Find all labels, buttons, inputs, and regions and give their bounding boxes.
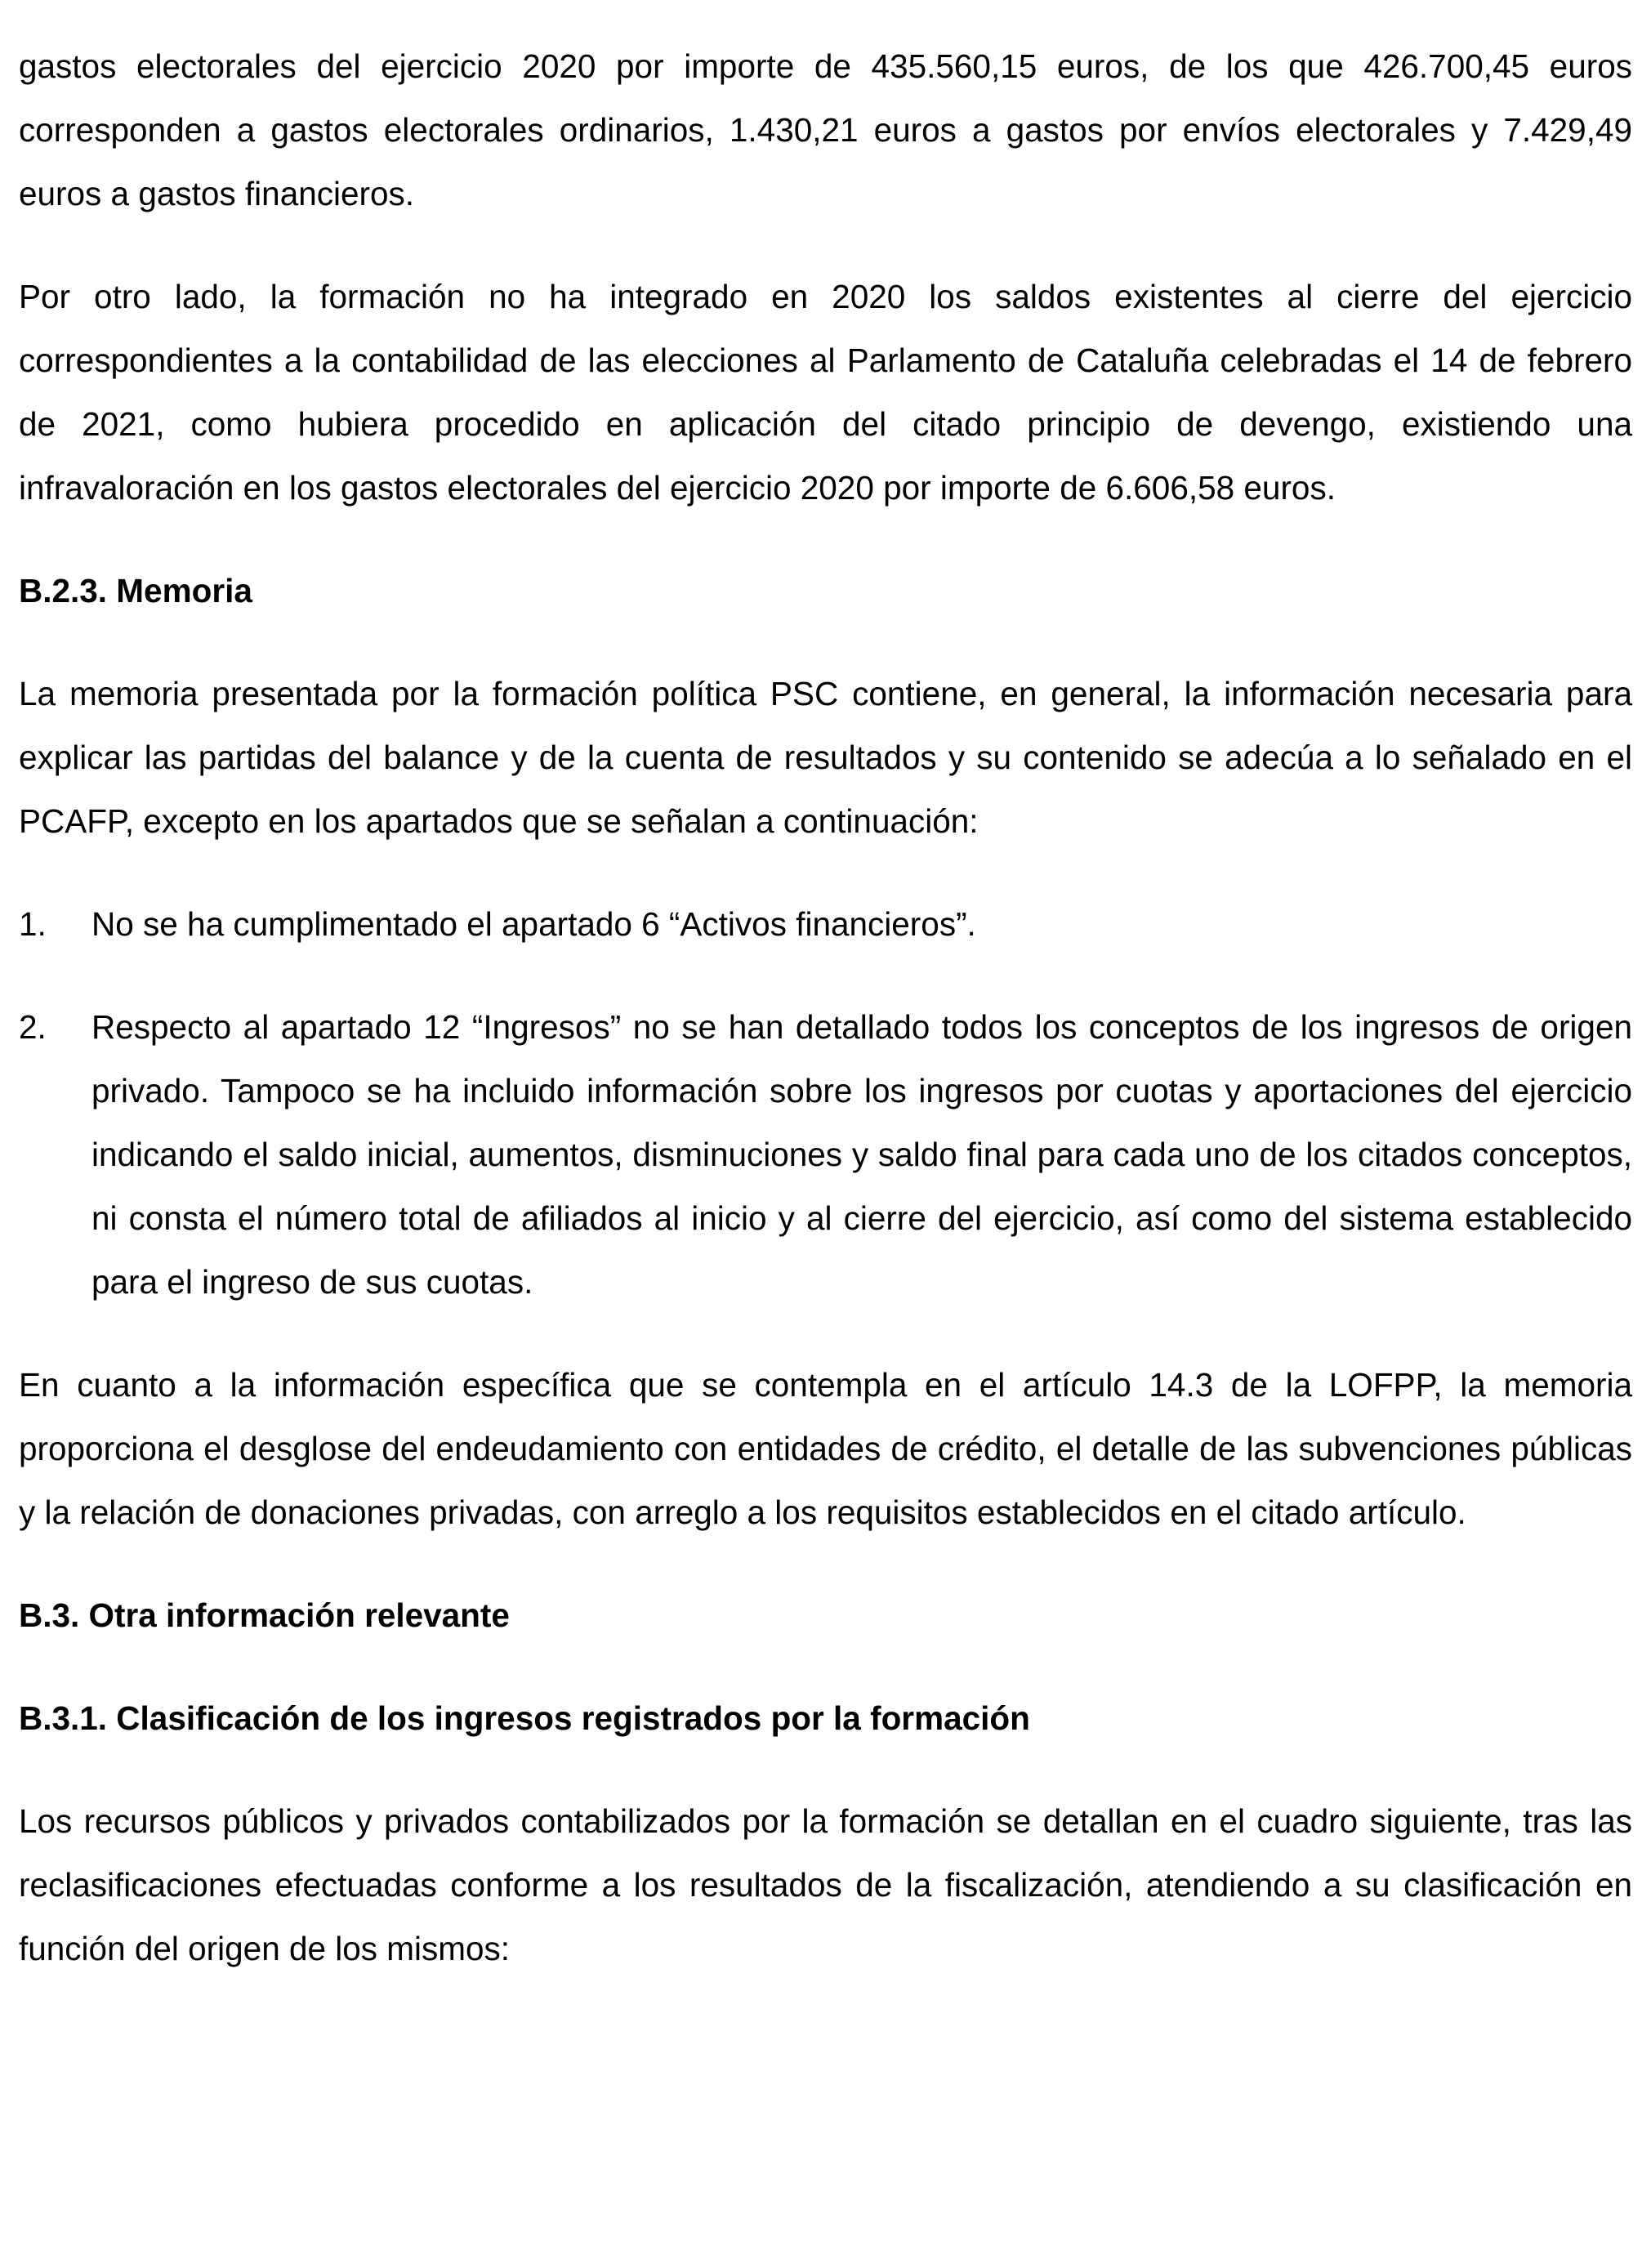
paragraph-memoria-presentada: La memoria presentada por la formación política PSC contiene, en general, la información necesaria para explicar las partidas del balance y de la cuenta de resultados y su contenido se adecúa a lo señalado en el PCAFP, excepto en los apartados que se señalan a continuación: [19, 675, 1632, 840]
list-item-text: No se ha cumplimentado el apartado 6 “Activos financieros”. [91, 905, 976, 943]
list-item [19, 892, 1632, 956]
paragraph-informacion-especifica: En cuanto a la información específica que se contempla en el artículo 14.3 de la LOFPP, la memoria proporciona el desglose del endeudamiento con entidades de crédito, el detalle de las subvenciones públicas y la relación de donaciones privadas, con arreglo a los requisitos establecidos en el citado artículo. [19, 1366, 1632, 1531]
paragraph-gastos-electorales: gastos electorales del ejercicio 2020 por importe de 435.560,15 euros, de los que 426.700,45 euros corresponden a gastos electorales ordinarios, 1.430,21 euros a gastos por envíos electorales y 7.429,49 euros a gastos financieros. [19, 47, 1632, 212]
list-item-text: Respecto al apartado 12 “Ingresos” no se han detallado todos los conceptos de los ingresos de origen privado. Tampoco se ha incluido información sobre los ingresos por cuotas y aportaciones del ejercicio indicando el saldo inicial, aumentos, disminuciones y saldo final para cada uno de los citados conceptos, ni consta el número total de afiliados al inicio y al cierre del ejercicio, así como del sistema establecido para el ingreso de sus cuotas. [91, 1008, 1632, 1301]
heading-memoria: B.2.3. Memoria [19, 572, 252, 609]
document-page [19, 34, 1632, 1980]
paragraph-saldos-no-integrados: Por otro lado, la formación no ha integrado en 2020 los saldos existentes al cierre del ejercicio correspondientes a la contabilidad de las elecciones al Parlamento de Cataluña celebradas el 14 de febrero de 2021, como hubiera procedido en aplicación del citado principio de devengo, existiendo una infravaloración en los gastos electorales del ejercicio 2020 por importe de 6.606,58 euros. [19, 278, 1632, 507]
heading-otra-informacion: B.3. Otra información relevante [19, 1596, 510, 1634]
list-item-number: 2. [19, 1008, 47, 1046]
list-item [19, 995, 1632, 1314]
paragraph-recursos-publicos-privados: Los recursos públicos y privados contabilizados por la formación se detallan en el cuadro siguiente, tras las reclasificaciones efectuadas conforme a los resultados de la fiscalización, atendiendo a su clasificación en función del origen de los mismos: [19, 1802, 1632, 1967]
heading-clasificacion-ingresos: B.3.1. Clasificación de los ingresos registrados por la formación [19, 1699, 1030, 1737]
list-item-number: 1. [19, 905, 47, 943]
